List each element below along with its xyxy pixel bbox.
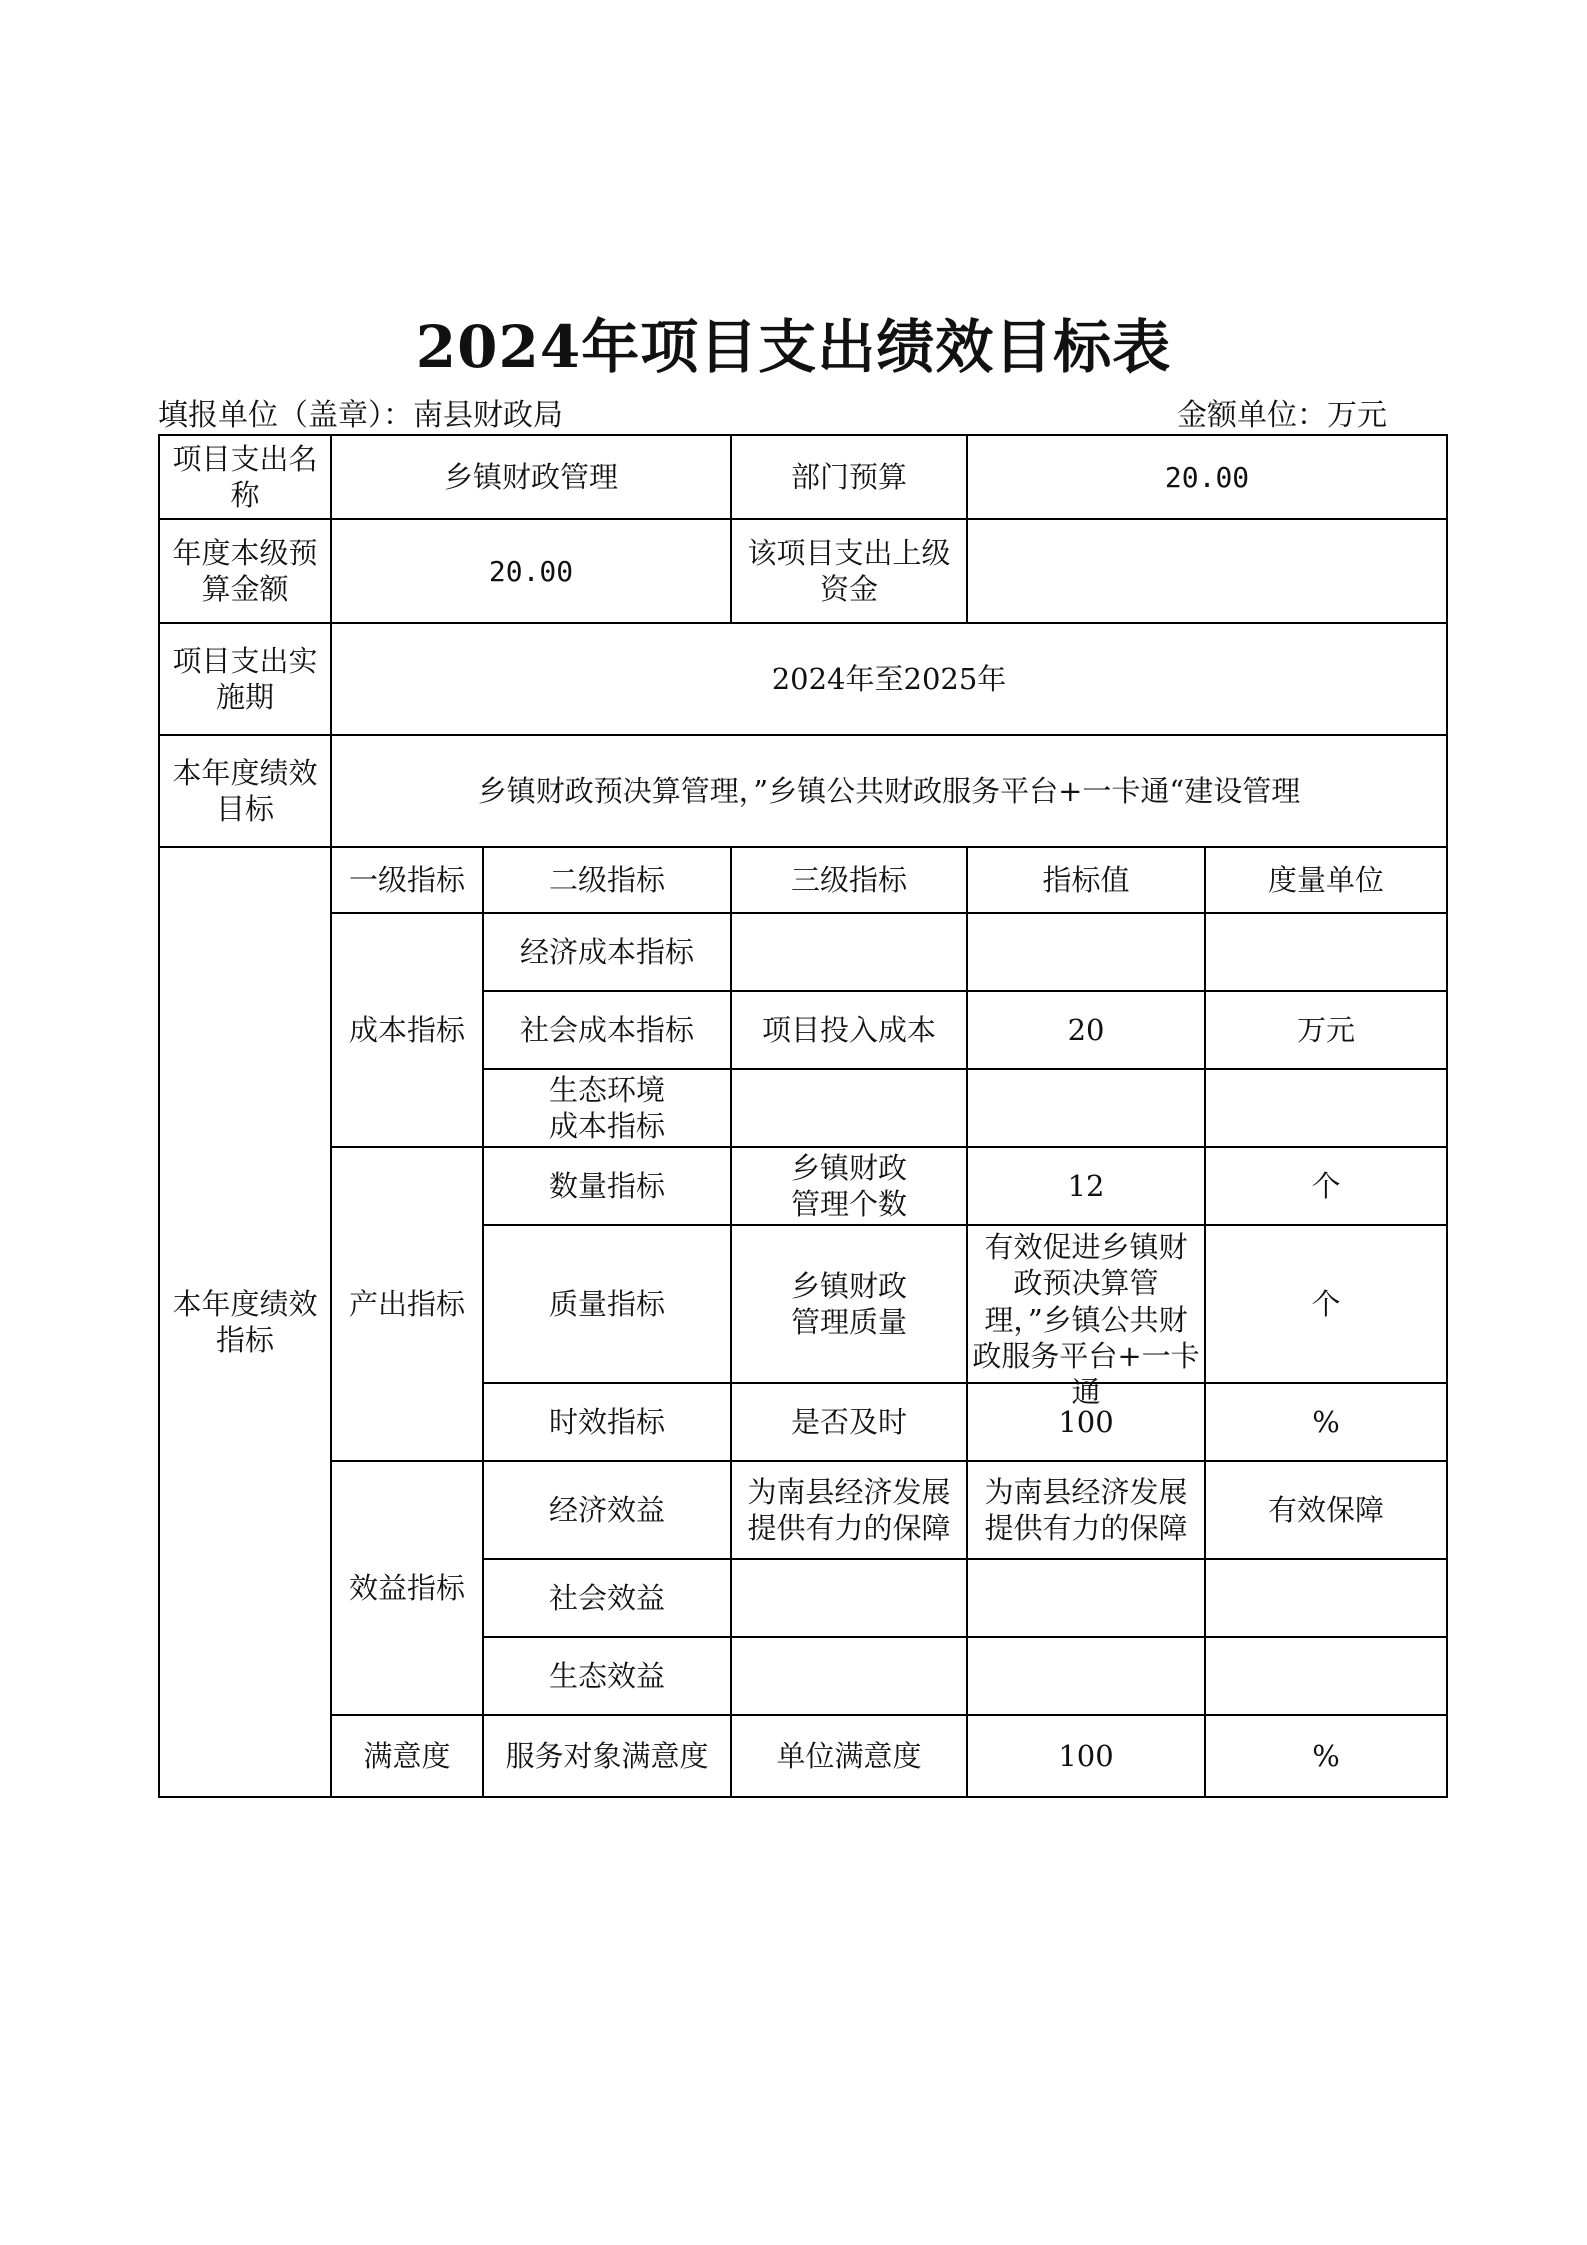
goal: 乡镇财政预决算管理，”乡镇公共财政服务平台+一卡通“建设管理 [331, 735, 1447, 847]
table-row [159, 435, 1447, 519]
value-cell: 100 [967, 1383, 1205, 1461]
level2-cell: 经济效益 [483, 1461, 731, 1559]
indicators-section-label: 本年度绩效指标 [159, 847, 331, 1797]
dept-budget: 20.00 [967, 435, 1447, 519]
value-cell [967, 1637, 1205, 1715]
value-cell: 100 [967, 1715, 1205, 1797]
level2-cell: 生态环境成本指标 [483, 1069, 731, 1147]
annual-budget: 20.00 [331, 519, 731, 623]
unit-cell [1205, 1559, 1447, 1637]
level3-cell [731, 913, 967, 991]
level2-cell: 经济成本指标 [483, 913, 731, 991]
period-label: 项目支出实施期 [159, 623, 331, 735]
column-header: 度量单位 [1205, 847, 1447, 913]
unit-cell: 有效保障 [1205, 1461, 1447, 1559]
level1-output: 产出指标 [331, 1147, 483, 1461]
dept-budget-label: 部门预算 [731, 435, 967, 519]
annual-budget-label: 年度本级预算金额 [159, 519, 331, 623]
level2-cell: 社会效益 [483, 1559, 731, 1637]
project-name-label: 项目支出名称 [159, 435, 331, 519]
table-row [159, 913, 1447, 991]
value-text: 有效促进乡镇财政预决算管理，”乡镇公共财政服务平台+一卡通 [972, 1230, 1200, 1409]
superior-funds-label: 该项目支出上级资金 [731, 519, 967, 623]
unit-cell [1205, 913, 1447, 991]
level2-cell: 社会成本指标 [483, 991, 731, 1069]
table-row [159, 623, 1447, 735]
performance-table [158, 434, 1448, 1798]
value-cell: 20 [967, 991, 1205, 1069]
level1-benefit: 效益指标 [331, 1461, 483, 1715]
unit-cell: % [1205, 1383, 1447, 1461]
table-row [159, 1461, 1447, 1559]
level2-cell: 服务对象满意度 [483, 1715, 731, 1797]
fill-unit: 填报单位（盖章）：南县财政局 [158, 398, 563, 433]
level3-cell [731, 1069, 967, 1147]
level1-cost: 成本指标 [331, 913, 483, 1147]
table-row [159, 735, 1447, 847]
value-cell [967, 1069, 1205, 1147]
level2-cell: 生态效益 [483, 1637, 731, 1715]
level3-cell: 乡镇财政管理个数 [731, 1147, 967, 1225]
level3-cell: 单位满意度 [731, 1715, 967, 1797]
value-cell: 为南县经济发展提供有力的保障 [967, 1461, 1205, 1559]
level2-cell: 质量指标 [483, 1225, 731, 1383]
page-title: 2024年项目支出绩效目标表 [415, 313, 1172, 381]
column-header-row [159, 847, 1447, 913]
value-cell [967, 1559, 1205, 1637]
table-row [159, 1147, 1447, 1225]
amount-unit: 金额单位：万元 [1177, 398, 1387, 433]
value-cell [967, 913, 1205, 991]
superior-funds [967, 519, 1447, 623]
unit-cell: 个 [1205, 1225, 1447, 1383]
level3-cell: 是否及时 [731, 1383, 967, 1461]
value-cell: 12 [967, 1147, 1205, 1225]
project-name: 乡镇财政管理 [331, 435, 731, 519]
level3-cell: 项目投入成本 [731, 991, 967, 1069]
column-header: 三级指标 [731, 847, 967, 913]
goal-label: 本年度绩效目标 [159, 735, 331, 847]
level2-cell: 时效指标 [483, 1383, 731, 1461]
unit-cell: % [1205, 1715, 1447, 1797]
column-header: 一级指标 [331, 847, 483, 913]
table-row [159, 519, 1447, 623]
column-header: 二级指标 [483, 847, 731, 913]
table-row [159, 1715, 1447, 1797]
unit-cell [1205, 1069, 1447, 1147]
level3-cell [731, 1637, 967, 1715]
level3-cell [731, 1559, 967, 1637]
level2-cell: 数量指标 [483, 1147, 731, 1225]
unit-cell: 万元 [1205, 991, 1447, 1069]
unit-cell: 个 [1205, 1147, 1447, 1225]
period: 2024年至2025年 [331, 623, 1447, 735]
unit-cell [1205, 1637, 1447, 1715]
level3-cell: 乡镇财政管理质量 [731, 1225, 967, 1383]
column-header: 指标值 [967, 847, 1205, 913]
level3-cell: 为南县经济发展提供有力的保障 [731, 1461, 967, 1559]
value-cell [967, 1225, 1205, 1409]
level1-satisfaction: 满意度 [331, 1715, 483, 1797]
